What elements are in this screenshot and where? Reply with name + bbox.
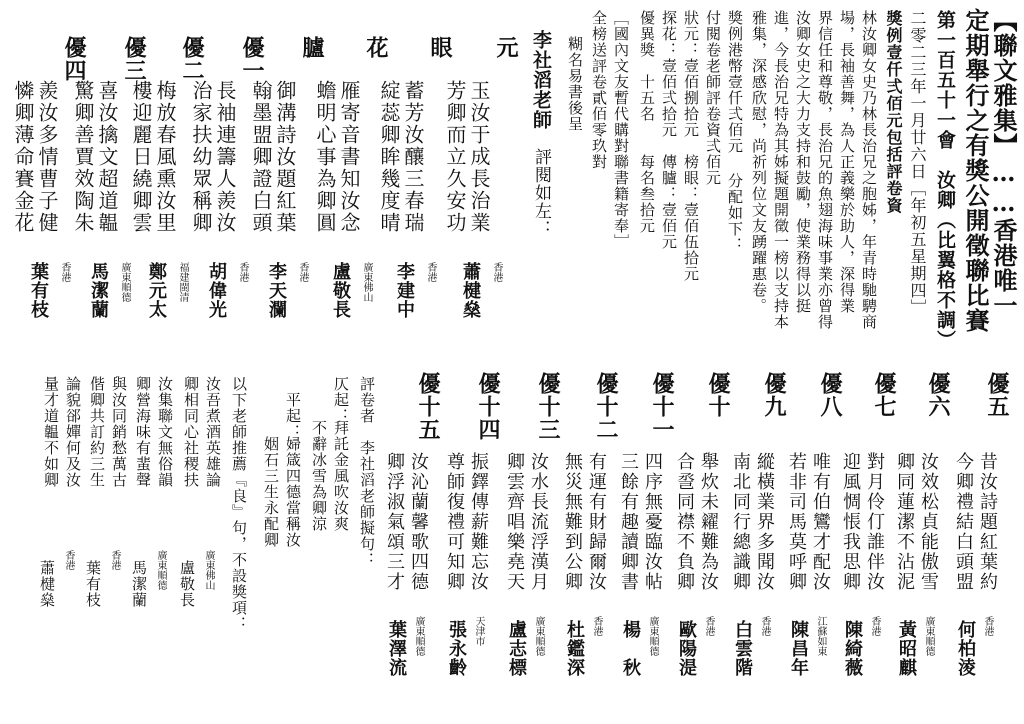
entry-upper-line: 四序無憂臨汝帖 — [642, 452, 663, 592]
recommend-region: 香港 — [109, 550, 120, 570]
header-title-line2: 定期舉行之有獎公開徵聯比賽 — [961, 8, 990, 333]
recommend-name: 盧敬長 — [178, 560, 196, 608]
entry-upper-line: 玉汝于成長治業 — [467, 80, 491, 234]
intro-line-6: 雅集，深感欣慰，尚祈列位文友踴躍惠卷。 — [750, 10, 768, 314]
entry-lower-line: 卿雲齊唱樂堯天 — [504, 452, 525, 592]
entry-rank: 眼 — [427, 36, 453, 59]
entry-upper-line: 昔汝詩題紅葉約 — [977, 452, 998, 592]
entry-rank: 優四 — [61, 36, 87, 82]
entry-region: 香港 — [869, 616, 880, 636]
entry-rank: 優八 — [817, 372, 843, 418]
recommend-region: 廣東佛山 — [203, 550, 214, 590]
entry-rank: 優十五 — [415, 372, 441, 441]
recommend-name: 馬潔蘭 — [130, 560, 148, 608]
entry-lower-line: 芳卿而立久安功 — [443, 80, 467, 234]
entry-lower-line: 憐卿薄命賽金花 — [11, 80, 35, 234]
entry-region: 香港 — [703, 616, 714, 636]
entry-region: 香港 — [591, 616, 602, 636]
entry-lower-line: 無災無難到公卿 — [562, 452, 583, 592]
entry-name: 杜鑑深 — [564, 620, 585, 677]
entry-upper-line: 對月伶仃誰伴汝 — [864, 452, 885, 592]
entry-rank: 優九 — [761, 372, 787, 418]
recommend-upper-line: 與汝同銷愁萬古 — [110, 376, 128, 488]
entry-region: 天津市 — [473, 616, 484, 646]
entry-rank: 優十四 — [475, 372, 501, 441]
header-title-line1: 【聯文雅集】……香港唯一 — [989, 8, 1018, 318]
recommend-region: 廣東順德 — [155, 550, 166, 590]
judge-upper-text: 拜託金風吹汝爽 — [332, 420, 350, 532]
judge-lower-label: 平起： — [284, 392, 302, 440]
entry-lower-line: 驚卿善賈效陶朱 — [71, 80, 95, 234]
entry-name: 葉澤流 — [386, 620, 407, 677]
entry-lower-line: 蟾明心事為卿圓 — [313, 80, 337, 234]
entry-upper-line: 有運有財歸爾汝 — [586, 452, 607, 592]
entry-region: 江蘇如東 — [815, 616, 826, 656]
entry-region: 香港 — [491, 262, 502, 282]
recommend-name: 葉有枝 — [84, 560, 102, 608]
entry-region: 香港 — [297, 262, 308, 282]
entry-region: 廣東順德 — [923, 616, 934, 656]
entry-name: 胡偉光 — [206, 262, 227, 319]
entry-region: 香港 — [759, 616, 770, 636]
entry-rank: 元 — [493, 36, 519, 59]
entry-lower-line: 樓迎麗日繞卿雲 — [129, 80, 153, 234]
entry-upper-line: 喜汝擒文超道韞 — [95, 80, 119, 234]
entry-lower-line: 三餘有趣讀卿書 — [618, 452, 639, 592]
prize-fee: 付閱卷老師評卷資弍佰元 — [704, 10, 722, 186]
entry-rank: 優五 — [984, 372, 1010, 418]
entry-upper-line: 長袖連籌人羨汝 — [213, 80, 237, 234]
judge-suffix: 評閱如左： — [531, 148, 551, 238]
entry-upper-line: 汝水長流浮漢月 — [528, 452, 549, 592]
entry-upper-line: 御溝詩汝題紅葉 — [273, 80, 297, 234]
entry-lower-line: 南北同行總識卿 — [730, 452, 751, 592]
entry-lower-line: 合巹同襟不負卿 — [674, 452, 695, 592]
entry-upper-line: 羨汝多情曹子健 — [35, 80, 59, 234]
entry-region: 福建閩清 — [177, 262, 188, 302]
entry-upper-line: 汝效松貞能傲雪 — [918, 452, 939, 592]
entry-upper-line: 縱橫業界多聞汝 — [754, 452, 775, 592]
recommend-intro: 以下老師推薦『良』句，不設獎項： — [230, 376, 248, 632]
issue-line: 第一百五十一會 汝卿（比翼格不調） — [934, 10, 956, 350]
entry-upper-line: 汝沁蘭馨歌四德 — [408, 452, 429, 592]
entry-name: 蕭楗燊 — [460, 262, 481, 319]
entry-name: 白雲階 — [732, 620, 753, 677]
entry-upper-line: 梅放春風熏汝里 — [153, 80, 177, 234]
recommend-lower-line: 量才道韞不如卿 — [42, 376, 60, 488]
entry-name: 馬潔蘭 — [88, 262, 109, 319]
entry-upper-line: 振鐸傳薪難忘汝 — [468, 452, 489, 592]
entry-upper-line: 蓄芳汝釀三春瑞 — [401, 80, 425, 234]
entry-region: 廣東順德 — [533, 616, 544, 656]
prize-intro: 獎例港幣壹仟弍佰元 分配如下： — [726, 10, 744, 253]
entry-name: 葉有枝 — [28, 262, 49, 319]
entry-upper-line: 雁寄音書知汝念 — [337, 80, 361, 234]
entry-name: 張永齡 — [446, 620, 467, 677]
prizes-line-1: 狀元：壹佰捌拾元 榜眼：壹佰伍拾元 — [682, 10, 700, 282]
entry-name: 楊 秋 — [620, 620, 641, 677]
judge-lower-lower: 姻石三生永配卿 — [262, 436, 280, 548]
entry-lower-line: 今卿禮結白頭盟 — [953, 452, 974, 592]
entry-lower-line: 卿同蓮潔不沾泥 — [894, 452, 915, 592]
entry-region: 廣東佛山 — [361, 262, 372, 302]
note-line-2: 全榜送評卷貳佰零玖對 — [590, 10, 608, 170]
intro-line-5: 進，今長治兄特為其姊擬題開徵一榜以支持本 — [772, 10, 790, 330]
intro-line-4: 汝卿女史之大力支持和鼓勵，使業務得以挺 — [794, 10, 812, 314]
entry-region: 廣東順德 — [413, 616, 424, 656]
entry-name: 盧志標 — [506, 620, 527, 677]
recommend-lower-line: 偕卿共訂約三生 — [88, 376, 106, 488]
entry-rank: 優一 — [239, 36, 265, 82]
recommend-lower-line: 卿相同心社稷扶 — [182, 376, 200, 488]
entry-lower-line: 迎風惆悵我思卿 — [840, 452, 861, 592]
entry-name: 歐陽湜 — [676, 620, 697, 677]
prize-title: 獎例壹仟弍佰元包括評卷資 — [884, 10, 903, 214]
entry-region: 香港 — [59, 262, 70, 282]
entry-rank: 優七 — [871, 372, 897, 418]
recommend-lower-line: 卿營海味有蜚聲 — [134, 376, 152, 488]
note-line-3: 糊名易書後呈 — [566, 36, 584, 132]
prizes-line-3: 優異獎 十五名 每名叁拾元 — [638, 10, 656, 234]
entry-name: 李建中 — [394, 262, 415, 319]
entry-upper-line: 唯有伯鸞才配汝 — [810, 452, 831, 592]
entry-region: 香港 — [425, 262, 436, 282]
entry-lower-line: 治家扶幼眾稱卿 — [189, 80, 213, 234]
entry-lower-line: 綻蕊卿眸幾度晴 — [377, 80, 401, 234]
entry-name: 黃昭麒 — [896, 620, 917, 677]
recommend-region: 香港 — [63, 550, 74, 570]
entry-region: 廣東順德 — [647, 616, 658, 656]
judge-upper-lower: 不辭冰雪為卿涼 — [310, 420, 328, 532]
entry-lower-line: 尊師復禮可知卿 — [444, 452, 465, 592]
entry-rank: 花 — [363, 36, 389, 59]
judge-lower-text: 婦箴四德當稱汝 — [284, 436, 302, 548]
prizes-line-2: 探花：壹佰弍拾元 傳臚：壹佰元 — [660, 10, 678, 250]
entry-region: 香港 — [237, 262, 248, 282]
entry-rank: 優十 — [705, 372, 731, 418]
entry-rank: 優十一 — [649, 372, 675, 441]
recommend-upper-line: 汝集聯文無俗韻 — [156, 376, 174, 488]
recommend-name: 蕭楗燊 — [38, 560, 56, 608]
entry-name: 陳昌年 — [788, 620, 809, 677]
entry-rank: 優三 — [121, 36, 147, 82]
note-line-1: ［國內文友暫代購對聯書籍寄奉］ — [612, 10, 630, 250]
entry-rank: 優二 — [179, 36, 205, 82]
intro-line-2: 場，長袖善舞，為人正義樂於助人，深得業 — [838, 10, 856, 314]
entry-name: 鄭元太 — [146, 262, 167, 319]
entry-rank: 臚 — [299, 36, 325, 59]
entry-rank: 優十三 — [535, 372, 561, 441]
entry-lower-line: 若非司馬莫呼卿 — [786, 452, 807, 592]
entry-lower-line: 卿浮淑氣頌三才 — [384, 452, 405, 592]
entry-upper-line: 舉炊未糴難為汝 — [698, 452, 719, 592]
recommend-upper-line: 論貌郤嬋何及汝 — [64, 376, 82, 488]
entry-region: 香港 — [982, 616, 993, 636]
entry-name: 陳綺薇 — [842, 620, 863, 677]
entry-name: 李天瀾 — [266, 262, 287, 319]
intro-line-1: 林汝卿女史乃林長治兄之胞姊，年青時馳騁商 — [860, 10, 878, 330]
entry-lower-line: 翰墨盟卿證白頭 — [249, 80, 273, 234]
judge-upper-label: 仄起： — [332, 376, 350, 424]
judge-heading: 評卷者 李社滔老師擬句： — [358, 376, 376, 568]
date-line: 二零二三年一月廿六日［年初五星期四］ — [908, 10, 927, 316]
recommend-upper-line: 汝吾煮酒英雄論 — [204, 376, 222, 488]
entry-rank: 優十二 — [593, 372, 619, 441]
entry-name: 盧敬長 — [330, 262, 351, 319]
intro-line-3: 界信任和尊敬，長治兄的魚翅海味事業亦曾得 — [816, 10, 834, 330]
entry-region: 廣東順德 — [119, 262, 130, 302]
entry-name: 何柏淩 — [955, 620, 976, 677]
judge-name: 李社滔老師 — [530, 30, 552, 130]
entry-rank: 優六 — [925, 372, 951, 418]
